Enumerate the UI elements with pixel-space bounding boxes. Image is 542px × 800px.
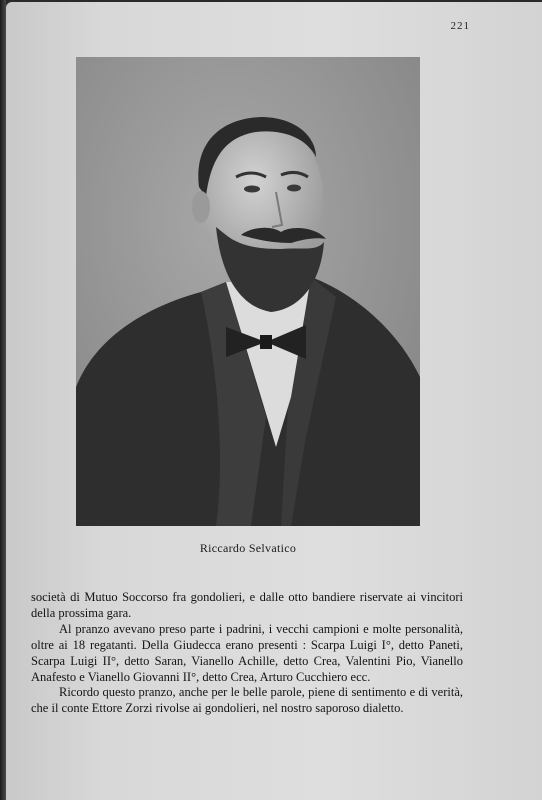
figure-caption: Riccardo Selvatico xyxy=(199,541,297,555)
body-text xyxy=(31,590,463,717)
paragraph: società di Mutuo Soccorso fra gondolieri, e dalle otto bandiere riservate ai vincitori della prossima gara. xyxy=(31,590,463,620)
portrait-photograph xyxy=(76,57,420,526)
page-number: 221 xyxy=(450,20,470,32)
portrait-illustration xyxy=(76,57,420,526)
paragraph: Al pranzo avevano preso parte i padrini, i vecchi campioni e molte personalità, oltre ai 18 regatanti. Della Giudecca erano presenti : Scarpa Luigi I°, detto Paneti, Scarpa Luigi II°, detto Saran, Vianello Achille, detto Crea, Valentini Pio, Vianello Anafesto e Vianello Giovanni II°, detto Crea, Arturo Cucchiero ecc. xyxy=(31,621,463,684)
paragraph: Ricordo questo pranzo, anche per le belle parole, piene di sentimento e di verità, che il conte Ettore Zorzi rivolse ai gondolieri, nel nostro saporoso dialetto. xyxy=(31,685,463,716)
